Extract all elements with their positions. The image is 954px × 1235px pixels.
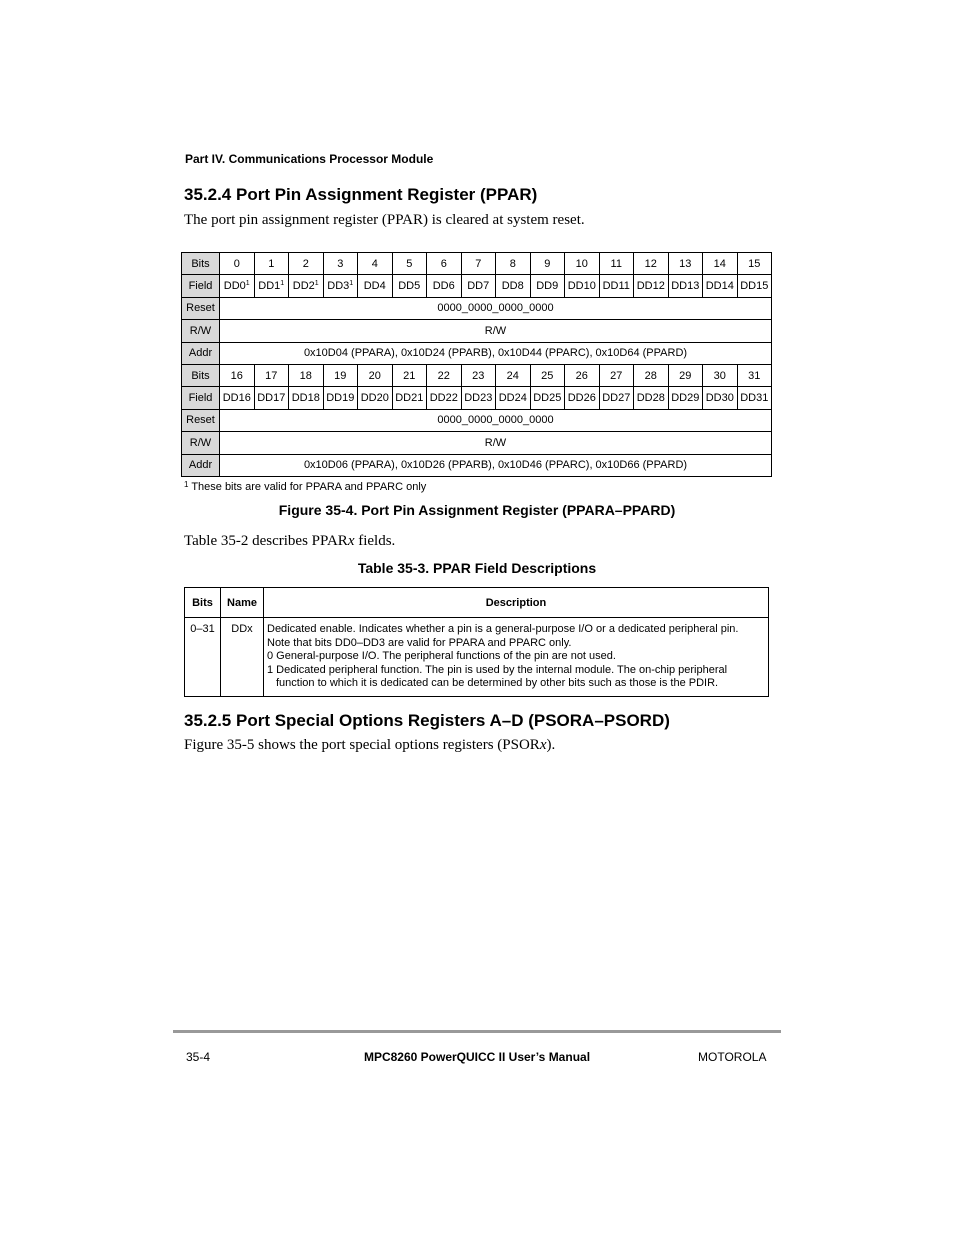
field-name-text: DD21 — [395, 392, 424, 405]
register-footnote — [184, 481, 426, 493]
field-name-text: DD17 — [257, 392, 286, 405]
bit-number: 12 — [634, 253, 669, 275]
manual-title: MPC8260 PowerQUICC II User’s Manual — [363, 1050, 591, 1064]
field-name — [530, 275, 565, 297]
field-name-text: DD27 — [602, 392, 631, 405]
bit-number: 17 — [254, 364, 289, 386]
field-name-text: DD24 — [498, 392, 527, 405]
row-label-field: Field — [182, 387, 220, 409]
footnote-text: These bits are valid for PPARA and PPARC only — [191, 481, 427, 493]
ppar-register-diagram — [181, 252, 772, 477]
field-name — [634, 387, 669, 409]
field-name — [289, 275, 324, 297]
description-line: Note that bits DD0–DD3 are valid for PPARA and PPARC only. — [267, 636, 572, 649]
register-bits-row — [182, 364, 772, 386]
section-heading-ppar: 35.2.4 Port Pin Assignment Register (PPAR) — [184, 185, 538, 204]
reset-value: 0000_0000_0000_0000 — [220, 409, 772, 431]
field-name — [323, 275, 358, 297]
bit-number: 14 — [703, 253, 738, 275]
register-rw-row — [182, 432, 772, 454]
field-name-text: DD11 — [602, 280, 630, 293]
table-reference-paragraph — [184, 533, 395, 550]
header-bits: Bits — [185, 588, 221, 618]
field-name — [358, 387, 393, 409]
rw-value: R/W — [220, 320, 772, 342]
field-name-text: DD16 — [222, 392, 251, 405]
table-ref-suffix: fields. — [354, 533, 396, 549]
field-name-text: DD23 — [464, 392, 493, 405]
field-name-text: DD22 — [429, 392, 458, 405]
row-label-bits: Bits — [182, 253, 220, 275]
field-name — [565, 387, 600, 409]
field-name — [392, 275, 427, 297]
field-name — [703, 387, 738, 409]
field-name-text: DD25 — [533, 392, 562, 405]
bit-number: 15 — [737, 253, 772, 275]
field-footnote-mark: 1 — [280, 280, 285, 288]
field-name-text: DD19 — [326, 392, 355, 405]
table-ref-italic: x — [347, 533, 355, 549]
reset-value: 0000_0000_0000_0000 — [220, 297, 772, 319]
description-line: Dedicated enable. Indicates whether a pin is a general-purpose I/O or a dedicated peripheral pin. — [267, 623, 739, 635]
row-bits: 0–31 — [185, 618, 221, 697]
bit-number: 6 — [427, 253, 462, 275]
field-name-text: DD10 — [567, 280, 596, 293]
field-name-text: DD13 — [671, 280, 700, 293]
description-line: function to which it is dedicated can be determined by other bits such as those is the PDIR. — [276, 677, 719, 690]
bit-number: 24 — [496, 364, 531, 386]
field-name-text: DD14 — [705, 280, 734, 293]
row-label-bits: Bits — [182, 364, 220, 386]
field-name-text: DD5 — [398, 280, 421, 293]
field-name — [289, 387, 324, 409]
bit-number: 30 — [703, 364, 738, 386]
bit-number: 11 — [599, 253, 634, 275]
header-description: Description — [264, 588, 769, 618]
address-value: 0x10D06 (PPARA), 0x10D26 (PPARB), 0x10D46 (PPARC), 0x10D66 (PPARD) — [220, 454, 772, 476]
ppar-intro-paragraph: The port pin assignment register (PPAR) is cleared at system reset. — [184, 212, 585, 228]
field-name-text: DD20 — [360, 392, 389, 405]
field-name-text: DD9 — [536, 280, 559, 293]
running-header: Part IV. Communications Processor Module — [185, 152, 434, 166]
description-line: 1 Dedicated peripheral function. The pin is used by the internal module. The on-chip peripheral — [267, 663, 728, 676]
field-name-text: DD31 — [740, 392, 769, 405]
bit-number: 5 — [392, 253, 427, 275]
psor-intro-italic: x — [539, 737, 547, 753]
field-name-text: DD4 — [363, 280, 386, 293]
footer-rule — [173, 1030, 781, 1033]
field-name-text: DD2 — [292, 280, 315, 293]
bit-number: 18 — [289, 364, 324, 386]
register-reset-row — [182, 409, 772, 431]
psor-intro-paragraph — [184, 737, 555, 754]
field-name-text: DD7 — [467, 280, 490, 293]
bit-number: 21 — [392, 364, 427, 386]
field-name — [737, 275, 772, 297]
bit-number: 25 — [530, 364, 565, 386]
field-name — [496, 387, 531, 409]
bit-number: 19 — [323, 364, 358, 386]
table-ref-prefix: Table 35-2 describes PPAR — [184, 533, 348, 549]
register-bits-row — [182, 253, 772, 275]
bit-number: 0 — [220, 253, 255, 275]
desc-table-header-row — [185, 588, 769, 618]
field-name — [254, 275, 289, 297]
field-name-text: DD12 — [636, 280, 665, 293]
bit-number: 31 — [737, 364, 772, 386]
field-name-text: DD1 — [258, 280, 281, 293]
field-footnote-mark: 1 — [349, 280, 354, 288]
bit-number: 8 — [496, 253, 531, 275]
bit-number: 23 — [461, 364, 496, 386]
row-label-reset: Reset — [182, 297, 220, 319]
field-name-text: DD28 — [636, 392, 665, 405]
field-name — [358, 275, 393, 297]
field-name-text: DD30 — [705, 392, 734, 405]
bit-number: 20 — [358, 364, 393, 386]
field-name-text: DD29 — [671, 392, 700, 405]
bit-number: 2 — [289, 253, 324, 275]
field-name-text: DD15 — [740, 280, 769, 293]
field-footnote-mark: 1 — [314, 280, 319, 288]
bit-number: 7 — [461, 253, 496, 275]
row-label-field: Field — [182, 275, 220, 297]
bit-number: 28 — [634, 364, 669, 386]
psor-intro-prefix: Figure 35-5 shows the port special options registers (PSOR — [184, 737, 540, 753]
field-name — [254, 387, 289, 409]
field-name-text: DD8 — [501, 280, 524, 293]
field-name-text: DD18 — [291, 392, 320, 405]
field-name — [427, 387, 462, 409]
row-label-rw: R/W — [182, 432, 220, 454]
bit-number: 9 — [530, 253, 565, 275]
field-name — [599, 387, 634, 409]
bit-number: 27 — [599, 364, 634, 386]
rw-value: R/W — [220, 432, 772, 454]
bit-number: 13 — [668, 253, 703, 275]
field-name — [427, 275, 462, 297]
register-addr-row — [182, 342, 772, 364]
field-name — [530, 387, 565, 409]
page-number: 35-4 — [186, 1050, 211, 1064]
field-name — [323, 387, 358, 409]
table-row — [185, 618, 769, 697]
register-reset-row — [182, 297, 772, 319]
bit-number: 29 — [668, 364, 703, 386]
field-name — [634, 275, 669, 297]
bit-number: 10 — [565, 253, 600, 275]
register-addr-row — [182, 454, 772, 476]
figure-caption: Figure 35-4. Port Pin Assignment Register (PPARA–PPARD) — [278, 502, 676, 518]
field-name-text: DD26 — [567, 392, 596, 405]
bit-number: 4 — [358, 253, 393, 275]
field-name — [703, 275, 738, 297]
field-name — [496, 275, 531, 297]
section-heading-psor: 35.2.5 Port Special Options Registers A–D (PSORA–PSORD) — [184, 711, 670, 730]
table-caption: Table 35-3. PPAR Field Descriptions — [357, 560, 597, 576]
register-rw-row — [182, 320, 772, 342]
field-name — [737, 387, 772, 409]
header-name: Name — [221, 588, 264, 618]
row-label-addr: Addr — [182, 454, 220, 476]
bit-number: 1 — [254, 253, 289, 275]
field-name — [668, 275, 703, 297]
field-name-text: DD0 — [223, 280, 246, 293]
bit-number: 22 — [427, 364, 462, 386]
row-description — [264, 618, 769, 697]
register-field-row — [182, 275, 772, 297]
row-name: DDx — [221, 618, 264, 697]
field-name-text: DD6 — [432, 280, 455, 293]
brand-name: MOTOROLA — [698, 1050, 767, 1064]
ppar-field-description-table — [184, 587, 769, 697]
bit-number: 26 — [565, 364, 600, 386]
description-line: 0 General-purpose I/O. The peripheral functions of the pin are not used. — [267, 650, 616, 663]
bit-number: 16 — [220, 364, 255, 386]
address-value: 0x10D04 (PPARA), 0x10D24 (PPARB), 0x10D44 (PPARC), 0x10D64 (PPARD) — [220, 342, 772, 364]
field-name-text: DD3 — [327, 280, 350, 293]
psor-intro-suffix: ). — [546, 737, 556, 753]
field-name — [565, 275, 600, 297]
footnote-mark: 1 — [184, 480, 189, 489]
bit-number: 3 — [323, 253, 358, 275]
field-name — [461, 387, 496, 409]
register-field-row — [182, 387, 772, 409]
row-label-reset: Reset — [182, 409, 220, 431]
field-name — [220, 275, 255, 297]
field-name — [668, 387, 703, 409]
field-name — [392, 387, 427, 409]
field-name — [599, 275, 634, 297]
row-label-rw: R/W — [182, 320, 220, 342]
field-name — [220, 387, 255, 409]
field-footnote-mark: 1 — [245, 280, 250, 288]
row-label-addr: Addr — [182, 342, 220, 364]
field-name — [461, 275, 496, 297]
